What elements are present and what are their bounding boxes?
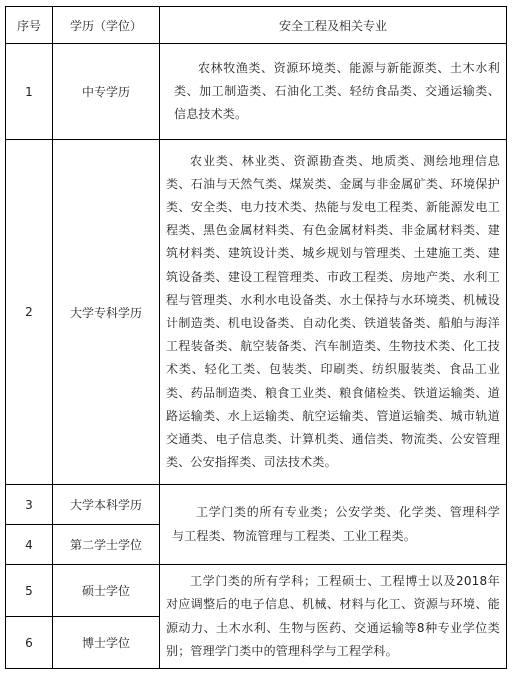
header-no: 序号 bbox=[6, 7, 53, 44]
header-degree: 学历（学位） bbox=[53, 7, 160, 44]
row-no: 1 bbox=[6, 44, 53, 140]
row-no: 6 bbox=[6, 617, 53, 669]
table-row bbox=[6, 140, 507, 485]
row-degree: 博士学位 bbox=[53, 617, 160, 669]
row-degree: 大学专科学历 bbox=[53, 140, 160, 485]
header-major: 安全工程及相关专业 bbox=[160, 7, 507, 44]
row-degree: 大学本科学历 bbox=[53, 485, 160, 525]
table-row bbox=[6, 44, 507, 140]
row-major-merged: 工学门类的所有专业类；公安学类、化学类、管理科学与工程类、物流管理与工程类、工业工程类。 bbox=[172, 505, 500, 543]
row-degree: 中专学历 bbox=[53, 44, 160, 140]
row-degree: 第二学士学位 bbox=[53, 525, 160, 565]
row-major: 农业类、林业类、资源勘查类、地质类、测绘地理信息类、石油与天然气类、煤炭类、金属与非金属矿类、环境保护类、安全类、电力技术类、热能与发电工程类、新能源发电工程类、黑色金属材料类、有色金属材料类、非金属材料类、建筑材料类、建筑设计类、城乡规划与管理类、土建施工类、建筑设备类、建设工程管理类、市政工程类、房地产类、水利工程与管理类、水利水电设备类、水土保持与水环境类、机械设计制造类、机电设备类、自动化类、铁道装备类、船舶与海洋工程装备类、航空装备类、汽车制造类、生物技术类、化工技术类、轻化工类、包装类、印刷类、纺织服装类、食品工业类、药品制造类、粮食工业类、粮食储检类、铁道运输类、道路运输类、水上运输类、航空运输类、管道运输类、城市轨道交通类、电子信息类、计算机类、通信类、物流类、公安管理类、公安指挥类、司法技术类。 bbox=[166, 153, 500, 470]
row-no: 4 bbox=[6, 525, 53, 565]
row-degree: 硕士学位 bbox=[53, 565, 160, 617]
majors-table bbox=[5, 6, 507, 669]
table-row bbox=[6, 565, 507, 617]
row-no: 2 bbox=[6, 140, 53, 485]
row-major: 农林牧渔类、资源环境类、能源与新能源类、土木水利类、加工制造类、石油化工类、轻纺食品类、交通运输类、信息技术类。 bbox=[174, 60, 500, 122]
row-major-merged: 工学门类的所有学科；工程硕士、工程博士以及2018年对应调整后的电子信息、机械、材料与化工、资源与环境、能源动力、土木水利、生物与医药、交通运输等8种专业学位类别；管理学门类中的管理科学与工程学科。 bbox=[166, 574, 500, 658]
row-no: 5 bbox=[6, 565, 53, 617]
table-header-row bbox=[6, 7, 507, 44]
table-row bbox=[6, 485, 507, 525]
row-no: 3 bbox=[6, 485, 53, 525]
